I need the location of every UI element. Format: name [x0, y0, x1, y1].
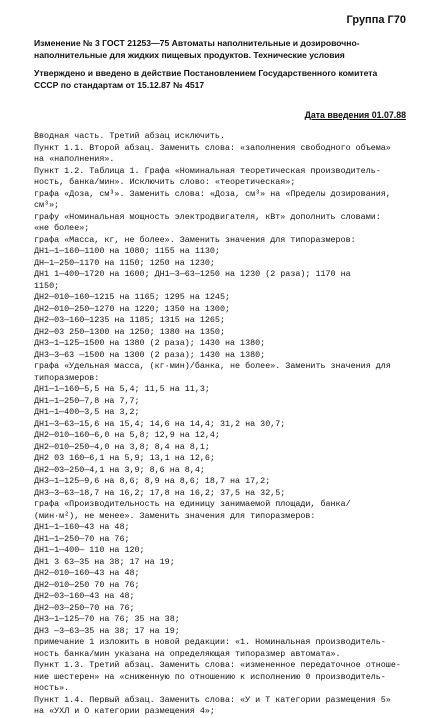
text-line: ДН1—1—250—7,8 на 7,7;	[34, 395, 140, 406]
text-line: графа «Доза, см³». Заменить слова: «Доза, см³» на «Пределы дозирования,	[34, 188, 391, 199]
text-line: (мин·м²), не менее». Заменить значения для типоразмеров:	[34, 510, 316, 521]
text-line: графа «Производительность на единицу занимаемой площади, банка/	[34, 499, 351, 509]
title-line: Изменение № 3 ГОСТ 21253—75 Автоматы наполнительные и дозировочно-	[34, 38, 360, 48]
text-line: типоразмеров:	[34, 372, 100, 383]
text-line: ДН1 3 63—35 на 38; 17 на 19;	[34, 556, 175, 567]
text-line: Вводная часть. Третий абзац исключить.	[34, 131, 225, 141]
text-line: ность банка/мин указана на определяющая типоразмер автомата».	[34, 648, 341, 659]
amendment-text	[34, 131, 401, 718]
text-line: ДН1—1—160—5,5 на 5,4; 11,5 на 11,3;	[34, 384, 210, 394]
text-line: «не более»;	[34, 223, 90, 233]
text-line: ДН2—03—250—4,1 на 3,9; 8,6 на 8,4;	[34, 464, 205, 475]
text-line: ДН3 —3—63—35 на 38; 17 на 19;	[34, 625, 180, 636]
text-line: ДН2 03 160—6,1 на 5,9; 13,1 на 12,6;	[34, 453, 215, 463]
text-line: ДН2—010—160—1215 на 1165; 1295 на 1245;	[34, 292, 231, 302]
text-line: ДН1—1—400—3,5 на 3,2;	[34, 407, 140, 417]
text-line: примечание 1 изложить в новой редакции: «1. Номинальная производитель-	[34, 637, 386, 647]
text-line: ДН2—03—160—43 на 48;	[34, 591, 135, 601]
approval-line: Утверждено и введено в действие Постановлением Государственного комитета	[34, 68, 378, 78]
text-line: ДН1 1—400—1720 на 1600; ДН1—3—63—1250 на 1230 (2 раза); 1170 на	[34, 269, 351, 279]
text-line: ДН2—03 250—1300 на 1250; 1380 на 1350;	[34, 326, 225, 337]
text-line: Пункт 1.4. Первый абзац. Заменить слова: «У и Т категории размещения 5»	[34, 694, 391, 705]
text-line: Пункт 1.2. Таблица 1. Графа «Номинальная теоретическая производитель-	[34, 165, 381, 176]
text-line: ДН3—3—63—18,7 на 16,2; 17,8 на 16,2; 37,5 на 32,5;	[34, 487, 286, 498]
title-line: наполнительные для жидких пищевых продуктов. Технические условия	[34, 50, 345, 60]
text-line: ДН1—1—400— 110 на 120;	[34, 545, 145, 555]
text-line: ность».	[34, 683, 70, 693]
text-line: 1150;	[34, 280, 60, 291]
group-code: Группа Г70	[346, 14, 406, 26]
text-line: ДН2—03—250—70 на 76;	[34, 602, 135, 613]
text-line: ДН2—03—160—1235 на 1185; 1315 на 1265;	[34, 315, 225, 325]
text-line: ДН2—010—250—4,0 на 3,8; 8,4 на 8,1;	[34, 441, 210, 452]
effective-date: Дата введения 01.07.88	[304, 110, 406, 120]
text-line: ДН3—3—63 —1500 на 1300 (2 раза); 1430 на 1380;	[34, 349, 266, 360]
text-line: ДН1—3—63—15,6 на 15,4; 14,6 на 14,4; 31,2 на 30,7;	[34, 418, 286, 429]
text-line: ДН3—1—125—9,6 на 8,6; 8,9 на 8,6; 18,7 на 17,2;	[34, 476, 271, 486]
text-line: ДН1—1—250—70 на 76;	[34, 533, 130, 544]
text-line: ДН3—1—125—70 на 76; 35 на 38;	[34, 614, 180, 624]
text-line: графа «Масса, кг, не более». Заменить значения для типоразмеров:	[34, 234, 356, 245]
document-title	[34, 37, 386, 91]
text-line: на «наполнения».	[34, 154, 115, 164]
approval-line: СССР по стандартам от 15.12.87 № 4517	[34, 80, 205, 90]
text-line: Пункт 1.1. Второй абзац. Заменить слова: «заполнения свободного объема»	[34, 142, 391, 153]
text-line: см³»;	[34, 200, 60, 210]
text-line: ДН—1—250—1170 на 1150; 1250 на 1230;	[34, 257, 215, 268]
text-line: ность, банка/мин». Исключить слово: «теоретическая»;	[34, 177, 296, 187]
text-line: на «УХЛ и О категории размещения 4»;	[34, 706, 215, 716]
text-line: ДН2—010—160—6,0 на 5,8; 12,9 на 12,4;	[34, 430, 220, 440]
text-line: графа «Удельная масса, (кг·мин)/банка, не более». Заменить значения для	[34, 361, 391, 371]
text-line: ДН2—010—160—43 на 48;	[34, 568, 140, 578]
text-line: ДН1—1—160—43 на 48;	[34, 522, 130, 532]
text-line: ДН2—010—250 70 на 76;	[34, 579, 140, 590]
text-line: Пункт 1.3. Третий абзац. Заменить слова: «измененное передаточное отноше-	[34, 660, 401, 670]
text-line: ние шестерен» на «сниженную по отношению к исполнению 0 производитель-	[34, 671, 386, 682]
text-line: графу «Номинальная мощность электродвигателя, кВт» дополнить словами:	[34, 211, 381, 222]
text-line: ДН3—1—125—1500 на 1380 (2 раза); 1430 на 1380;	[34, 338, 266, 348]
text-line: ДН2—010—250—1270 на 1220; 1350 на 1300;	[34, 303, 231, 314]
text-line: ДН1—1—160—1100 на 1080; 1155 на 1130;	[34, 246, 220, 256]
